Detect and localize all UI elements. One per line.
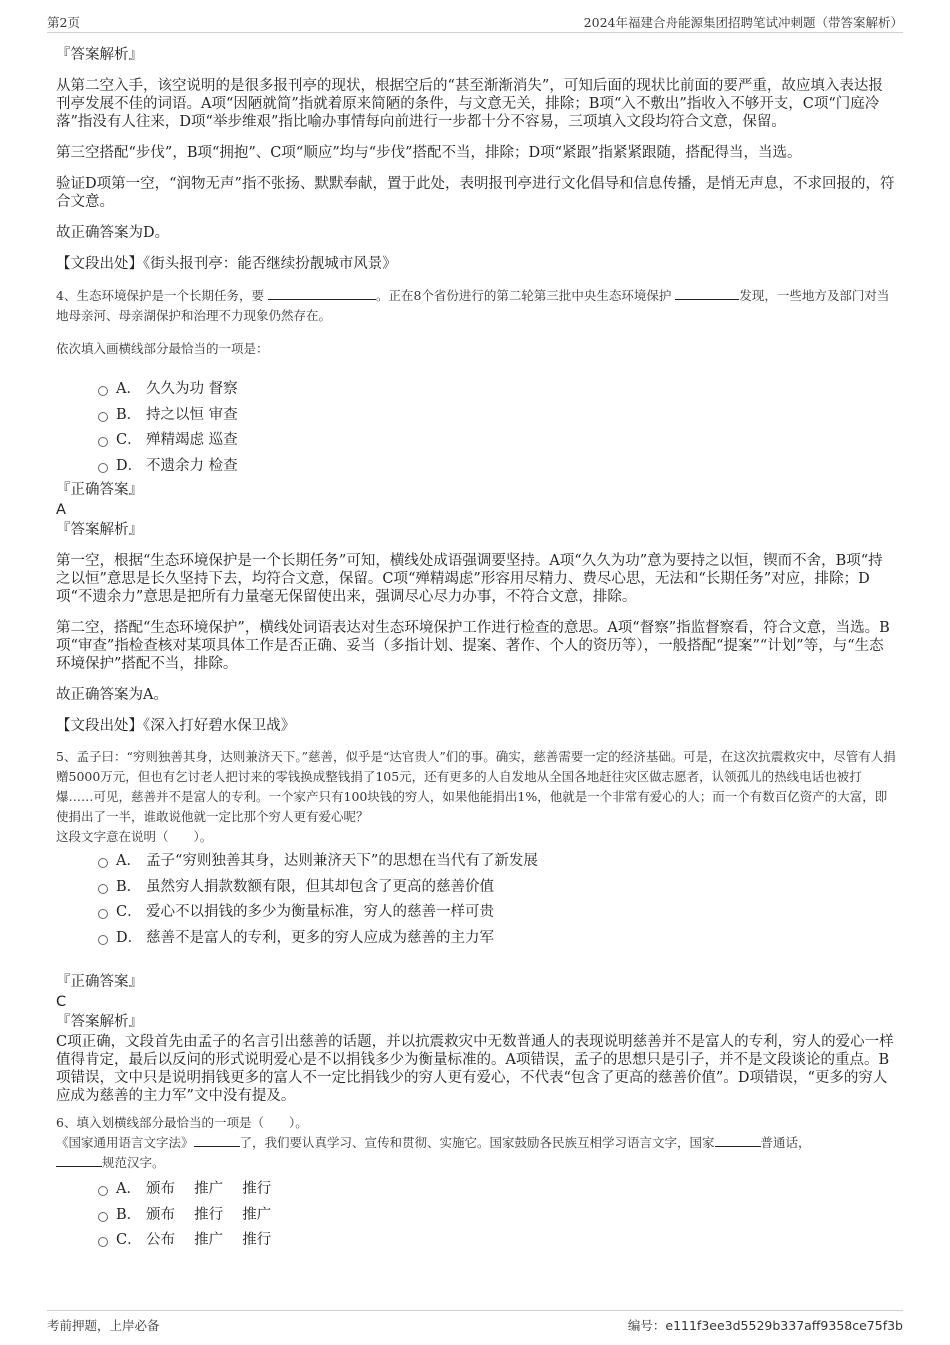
document-title: 2024年福建合舟能源集团招聘笔试冲刺题（带答案解析） bbox=[583, 15, 903, 30]
q3-source bbox=[56, 255, 896, 273]
q5-answer-value: C bbox=[56, 994, 67, 1010]
answer-analysis-label: 『答案解析』 bbox=[56, 522, 143, 538]
option-letter: D． bbox=[116, 457, 143, 474]
q3-analysis-para2: 第三空搭配“步伐”，B项“拥抱”、C项“顺应”均与“步伐”搭配不当，排除；D项“紧跟”指紧紧跟随，搭配得当，当选。 bbox=[56, 145, 802, 161]
option-letter: A． bbox=[116, 853, 141, 869]
option-text: 久久为功 督察 bbox=[146, 381, 238, 397]
option-text: 慈善不是富人的专利，更多的穷人应成为慈善的主力军 bbox=[146, 929, 494, 946]
option-letter: A． bbox=[116, 1181, 141, 1197]
radio-button[interactable] bbox=[98, 1212, 108, 1222]
answer-analysis-label: 『答案解析』 bbox=[56, 47, 143, 63]
q4-source bbox=[56, 717, 896, 735]
answer-analysis-label: 『答案解析』 bbox=[56, 1014, 143, 1030]
q4-analysis-para1: 第一空，根据“生态环境保护是一个长期任务”可知，横线处成语强调要坚持。A项“久久为功”意为要持之以恒，锲而不舍，B项“持之以恒”意思是长久坚持下去，均符合文意，保留。C项“殚精竭虑”形容用尽精力、费尽心思，无法和“长期任务”对应，排除；D项“不遗余力”意思是把所有力量毫无保留使出来，强调尽心尽力办事，不符合文意，排除。 bbox=[56, 553, 883, 605]
option-letter: C． bbox=[116, 432, 142, 448]
code-value: e111f3ee3d5529b337aff9358ce75f3b bbox=[665, 1318, 903, 1333]
q4-prompt: 依次填入画横线部分最恰当的一项是： bbox=[56, 341, 269, 356]
option-text: 孟子“穷则独善其身，达则兼济天下”的思想在当代有了新发展 bbox=[146, 853, 538, 869]
radio-button[interactable] bbox=[98, 463, 108, 473]
option-text: 持之以恒 审查 bbox=[146, 406, 238, 423]
question-number: 4、 bbox=[56, 288, 77, 303]
q4-analysis-para2: 第二空，搭配“生态环境保护”，横线处词语表达对生态环境保护工作进行检查的意思。A项“督察”指监督察看，符合文意，当选。B项“审查”指检查核对某项具体工作是否正确、妥当（多指计划、提案、著作、个人的资历等），一般搭配“提案”“计划”等，与“生态环境保护”搭配不当，排除。 bbox=[56, 620, 890, 672]
question-number: 6、 bbox=[56, 1115, 77, 1130]
option-b[interactable] bbox=[56, 403, 896, 429]
q4-stem-part: 。正在8个省份进行的第二轮第三批中央生态环境保护 bbox=[375, 288, 672, 303]
option-c[interactable] bbox=[56, 900, 896, 926]
radio-button[interactable] bbox=[98, 437, 108, 447]
radio-button[interactable] bbox=[98, 935, 108, 945]
source-title: 《街头报刊亭：能否继续扮靓城市风景》 bbox=[143, 256, 397, 272]
document-body bbox=[56, 46, 896, 1254]
q3-conclusion: 故正确答案为D。 bbox=[56, 225, 170, 241]
source-label: 【文段出处】 bbox=[56, 718, 143, 734]
q4-answer-value: A bbox=[56, 502, 66, 518]
footer-slogan: 考前押题，上岸必备 bbox=[47, 1318, 160, 1333]
option-letter: D． bbox=[116, 929, 143, 946]
q6-stem bbox=[56, 1133, 896, 1173]
source-label: 【文段出处】 bbox=[56, 256, 143, 272]
option-letter: C． bbox=[116, 904, 142, 920]
q6-blank-2 bbox=[715, 1134, 761, 1147]
q6-options bbox=[56, 1177, 896, 1254]
q5-analysis: C项正确，文段首先由孟子的名言引出慈善的话题，并以抗震救灾中无数普通人的表现说明慈善并不是富人的专利，穷人的爱心一样值得肯定，最后以反问的形式说明爱心是不以捐钱多少为衡量标准的。A项错误，孟子的思想只是引子，并不是文段谈论的重点。B项错误，文中只是说明捐钱更多的富人不一定比捐钱少的穷人更有爱心，不代表“包含了更高的慈善价值”。D项错误，“更多的穷人应成为慈善的主力军”文中没有提及。 bbox=[56, 1034, 894, 1104]
question-number: 5、 bbox=[56, 749, 77, 764]
radio-button[interactable] bbox=[98, 884, 108, 894]
q6-stem-part: 《国家通用语言文字法》 bbox=[56, 1135, 194, 1150]
radio-button[interactable] bbox=[98, 412, 108, 422]
option-letter: B． bbox=[116, 1206, 142, 1223]
radio-button[interactable] bbox=[98, 909, 108, 919]
option-letter: B． bbox=[116, 878, 142, 895]
option-text: 颁布 推广 推行 bbox=[146, 1181, 272, 1197]
page-footer bbox=[47, 1310, 903, 1339]
option-c[interactable] bbox=[56, 1228, 896, 1254]
option-b[interactable] bbox=[56, 1203, 896, 1229]
option-letter: C． bbox=[116, 1232, 142, 1248]
source-title: 《深入打好碧水保卫战》 bbox=[143, 718, 296, 734]
correct-answer-label: 『正确答案』 bbox=[56, 974, 143, 990]
radio-button[interactable] bbox=[98, 1186, 108, 1196]
option-text: 不遗余力 检查 bbox=[146, 457, 238, 474]
q6-stem-part: 普通话， bbox=[760, 1135, 811, 1150]
q5-stem bbox=[56, 747, 896, 827]
q6-blank-3 bbox=[56, 1154, 102, 1167]
code-label: 编号： bbox=[627, 1318, 666, 1333]
option-text: 虽然穷人捐款数额有限，但其却包含了更高的慈善价值 bbox=[146, 878, 494, 895]
q4-blank-2 bbox=[675, 287, 739, 300]
option-text: 爱心不以捐钱的多少为衡量标准，穷人的慈善一样可贵 bbox=[146, 904, 494, 920]
q4-stem-part: 发现，一些地方及部门对当地母亲河、母亲湖保护和治理不力现象仍然存在。 bbox=[56, 288, 890, 323]
radio-button[interactable] bbox=[98, 386, 108, 396]
option-a[interactable] bbox=[56, 849, 896, 875]
q4-options bbox=[56, 377, 896, 479]
q5-options bbox=[56, 849, 896, 951]
option-d[interactable] bbox=[56, 454, 896, 480]
q4-conclusion: 故正确答案为A。 bbox=[56, 687, 168, 703]
option-text: 殚精竭虑 巡查 bbox=[146, 432, 238, 448]
option-c[interactable] bbox=[56, 428, 896, 454]
q4-stem-part: 生态环境保护是一个长期任务，要 bbox=[76, 288, 264, 303]
q5-prompt: 这段文字意在说明（ ）。 bbox=[56, 829, 213, 844]
page-number: 第2页 bbox=[47, 15, 80, 30]
option-a[interactable] bbox=[56, 1177, 896, 1203]
option-a[interactable] bbox=[56, 377, 896, 403]
radio-button[interactable] bbox=[98, 858, 108, 868]
q6-prompt-text: 填入划横线部分最恰当的一项是（ ）。 bbox=[76, 1115, 308, 1130]
q3-analysis-para3: 验证D项第一空，“润物无声”指不张扬、默默奉献，置于此处，表明报刊亭进行文化倡导和信息传播，是悄无声息，不求回报的，符合文意。 bbox=[56, 176, 895, 210]
option-letter: A． bbox=[116, 381, 141, 397]
option-text: 公布 推广 推行 bbox=[146, 1232, 272, 1248]
q5-stem-text: 孟子曰：“穷则独善其身，达则兼济天下。”慈善，似乎是“达官贵人”们的事。确实，慈善需要一定的经济基础。可是，在这次抗震救灾中，尽管有人捐赠5000万元，但也有乞讨老人把讨来的零钱换成整钱捐了105元，还有更多的人自发地从全国各地赶往灾区做志愿者，认领孤儿的热线电话也被打爆……可见，慈善并不是富人的专利。一个家产只有100块钱的穷人，如果他能捐出1%，他就是一个非常有爱心的人；而一个有数百亿资产的大富，即使捐出了一半，谁敢说他就一定比那个穷人更有爱心呢？ bbox=[56, 749, 896, 824]
q3-analysis-para1: 从第二空入手，该空说明的是很多报刊亭的现状，根据空后的“甚至渐渐消失”，可知后面的现状比前面的要严重，故应填入表达报刊亭发展不佳的词语。A项“因陋就简”指就着原来简陋的条件，与文意无关，排除；B项“入不敷出”指收入不够开支，C项“门庭冷落”指没有人往来，D项“举步维艰”指比喻办事情每向前进行一步都十分不容易，三项填入文段均符合文意，保留。 bbox=[56, 78, 883, 130]
radio-button[interactable] bbox=[98, 1237, 108, 1247]
document-code bbox=[628, 1316, 903, 1334]
option-text: 颁布 推行 推广 bbox=[146, 1206, 272, 1223]
q6-prompt bbox=[56, 1113, 896, 1133]
q4-stem bbox=[56, 286, 896, 326]
correct-answer-label: 『正确答案』 bbox=[56, 482, 143, 498]
page-header bbox=[47, 10, 903, 33]
option-b[interactable] bbox=[56, 875, 896, 901]
q6-stem-part: 规范汉字。 bbox=[102, 1155, 165, 1170]
q6-stem-part: 了，我们要认真学习、宣传和贯彻、实施它。国家鼓励各民族互相学习语言文字，国家 bbox=[239, 1135, 715, 1150]
q4-blank-1 bbox=[268, 287, 376, 300]
q6-blank-1 bbox=[194, 1134, 240, 1147]
option-letter: B． bbox=[116, 406, 142, 423]
option-d[interactable] bbox=[56, 926, 896, 952]
